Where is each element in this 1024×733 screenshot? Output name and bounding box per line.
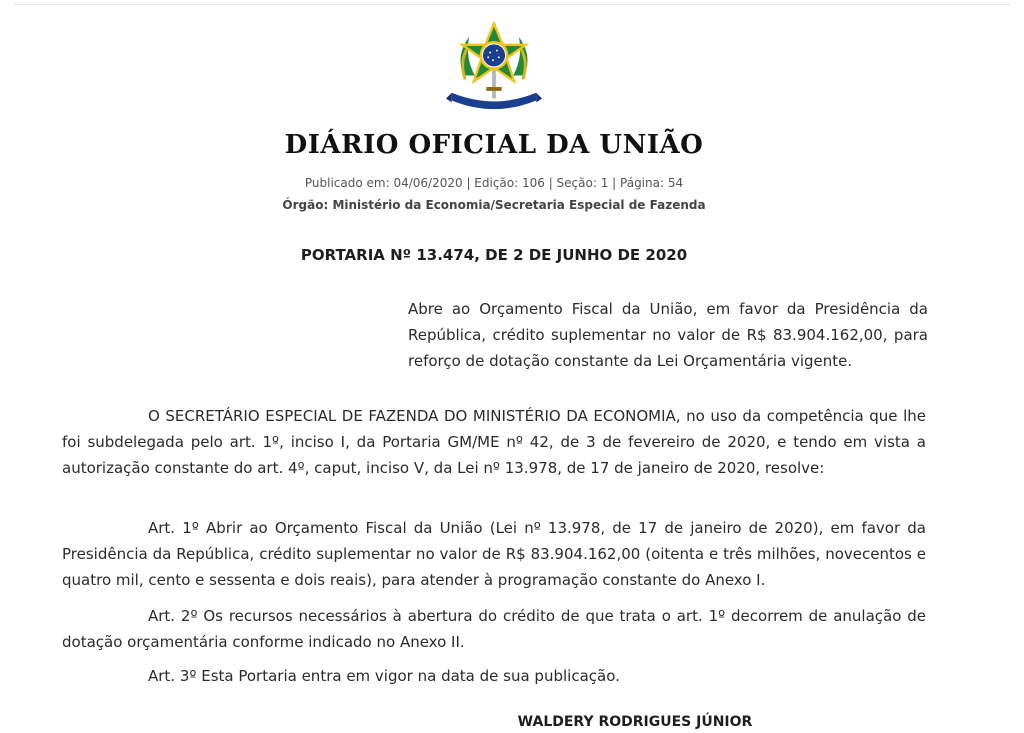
top-divider bbox=[14, 4, 1010, 5]
issuing-organ: Órgão: Ministério da Economia/Secretaria Especial de Fazenda bbox=[282, 198, 706, 212]
act-title: PORTARIA Nº 13.474, DE 2 DE JUNHO DE 2020 bbox=[300, 246, 688, 264]
coat-of-arms-icon bbox=[446, 16, 542, 112]
article-1: Art. 1º Abrir ao Orçamento Fiscal da União (Lei nº 13.978, de 17 de janeiro de 2020), em favor da Presidência da República, crédito suplementar no valor de R$ 83.904.162,00 (oitenta e três milhões, novecentos e quatro mil, cento e sessenta e dois reais), para atender à programação constante do Anexo I. bbox=[62, 519, 926, 589]
article-2: Art. 2º Os recursos necessários à abertura do crédito de que trata o art. 1º decorrem de anulação de dotação orçamentária conforme indicado no Anexo II. bbox=[62, 607, 926, 651]
newspaper-title: DIÁRIO OFICIAL DA UNIÃO bbox=[284, 130, 704, 160]
article-3: Art. 3º Esta Portaria entra em vigor na data de sua publicação. bbox=[148, 667, 620, 685]
signer-name: WALDERY RODRIGUES JÚNIOR bbox=[517, 714, 753, 730]
preamble-paragraph: O SECRETÁRIO ESPECIAL DE FAZENDA DO MINISTÉRIO DA ECONOMIA, no uso da competência que lhe foi subdelegada pelo art. 1º, inciso I, da Portaria GM/ME nº 42, de 3 de fevereiro de 2020, e tendo em vista a autorização constante do art. 4º, caput, inciso V, da Lei nº 13.978, de 17 de janeiro de 2020, resolve: bbox=[62, 407, 926, 477]
act-summary: Abre ao Orçamento Fiscal da União, em favor da Presidência da República, crédito suplementar no valor de R$ 83.904.162,00, para reforço de dotação constante da Lei Orçamentária vigente. bbox=[408, 300, 928, 370]
publication-info: Publicado em: 04/06/2020 | Edição: 106 | Seção: 1 | Página: 54 bbox=[304, 176, 684, 190]
